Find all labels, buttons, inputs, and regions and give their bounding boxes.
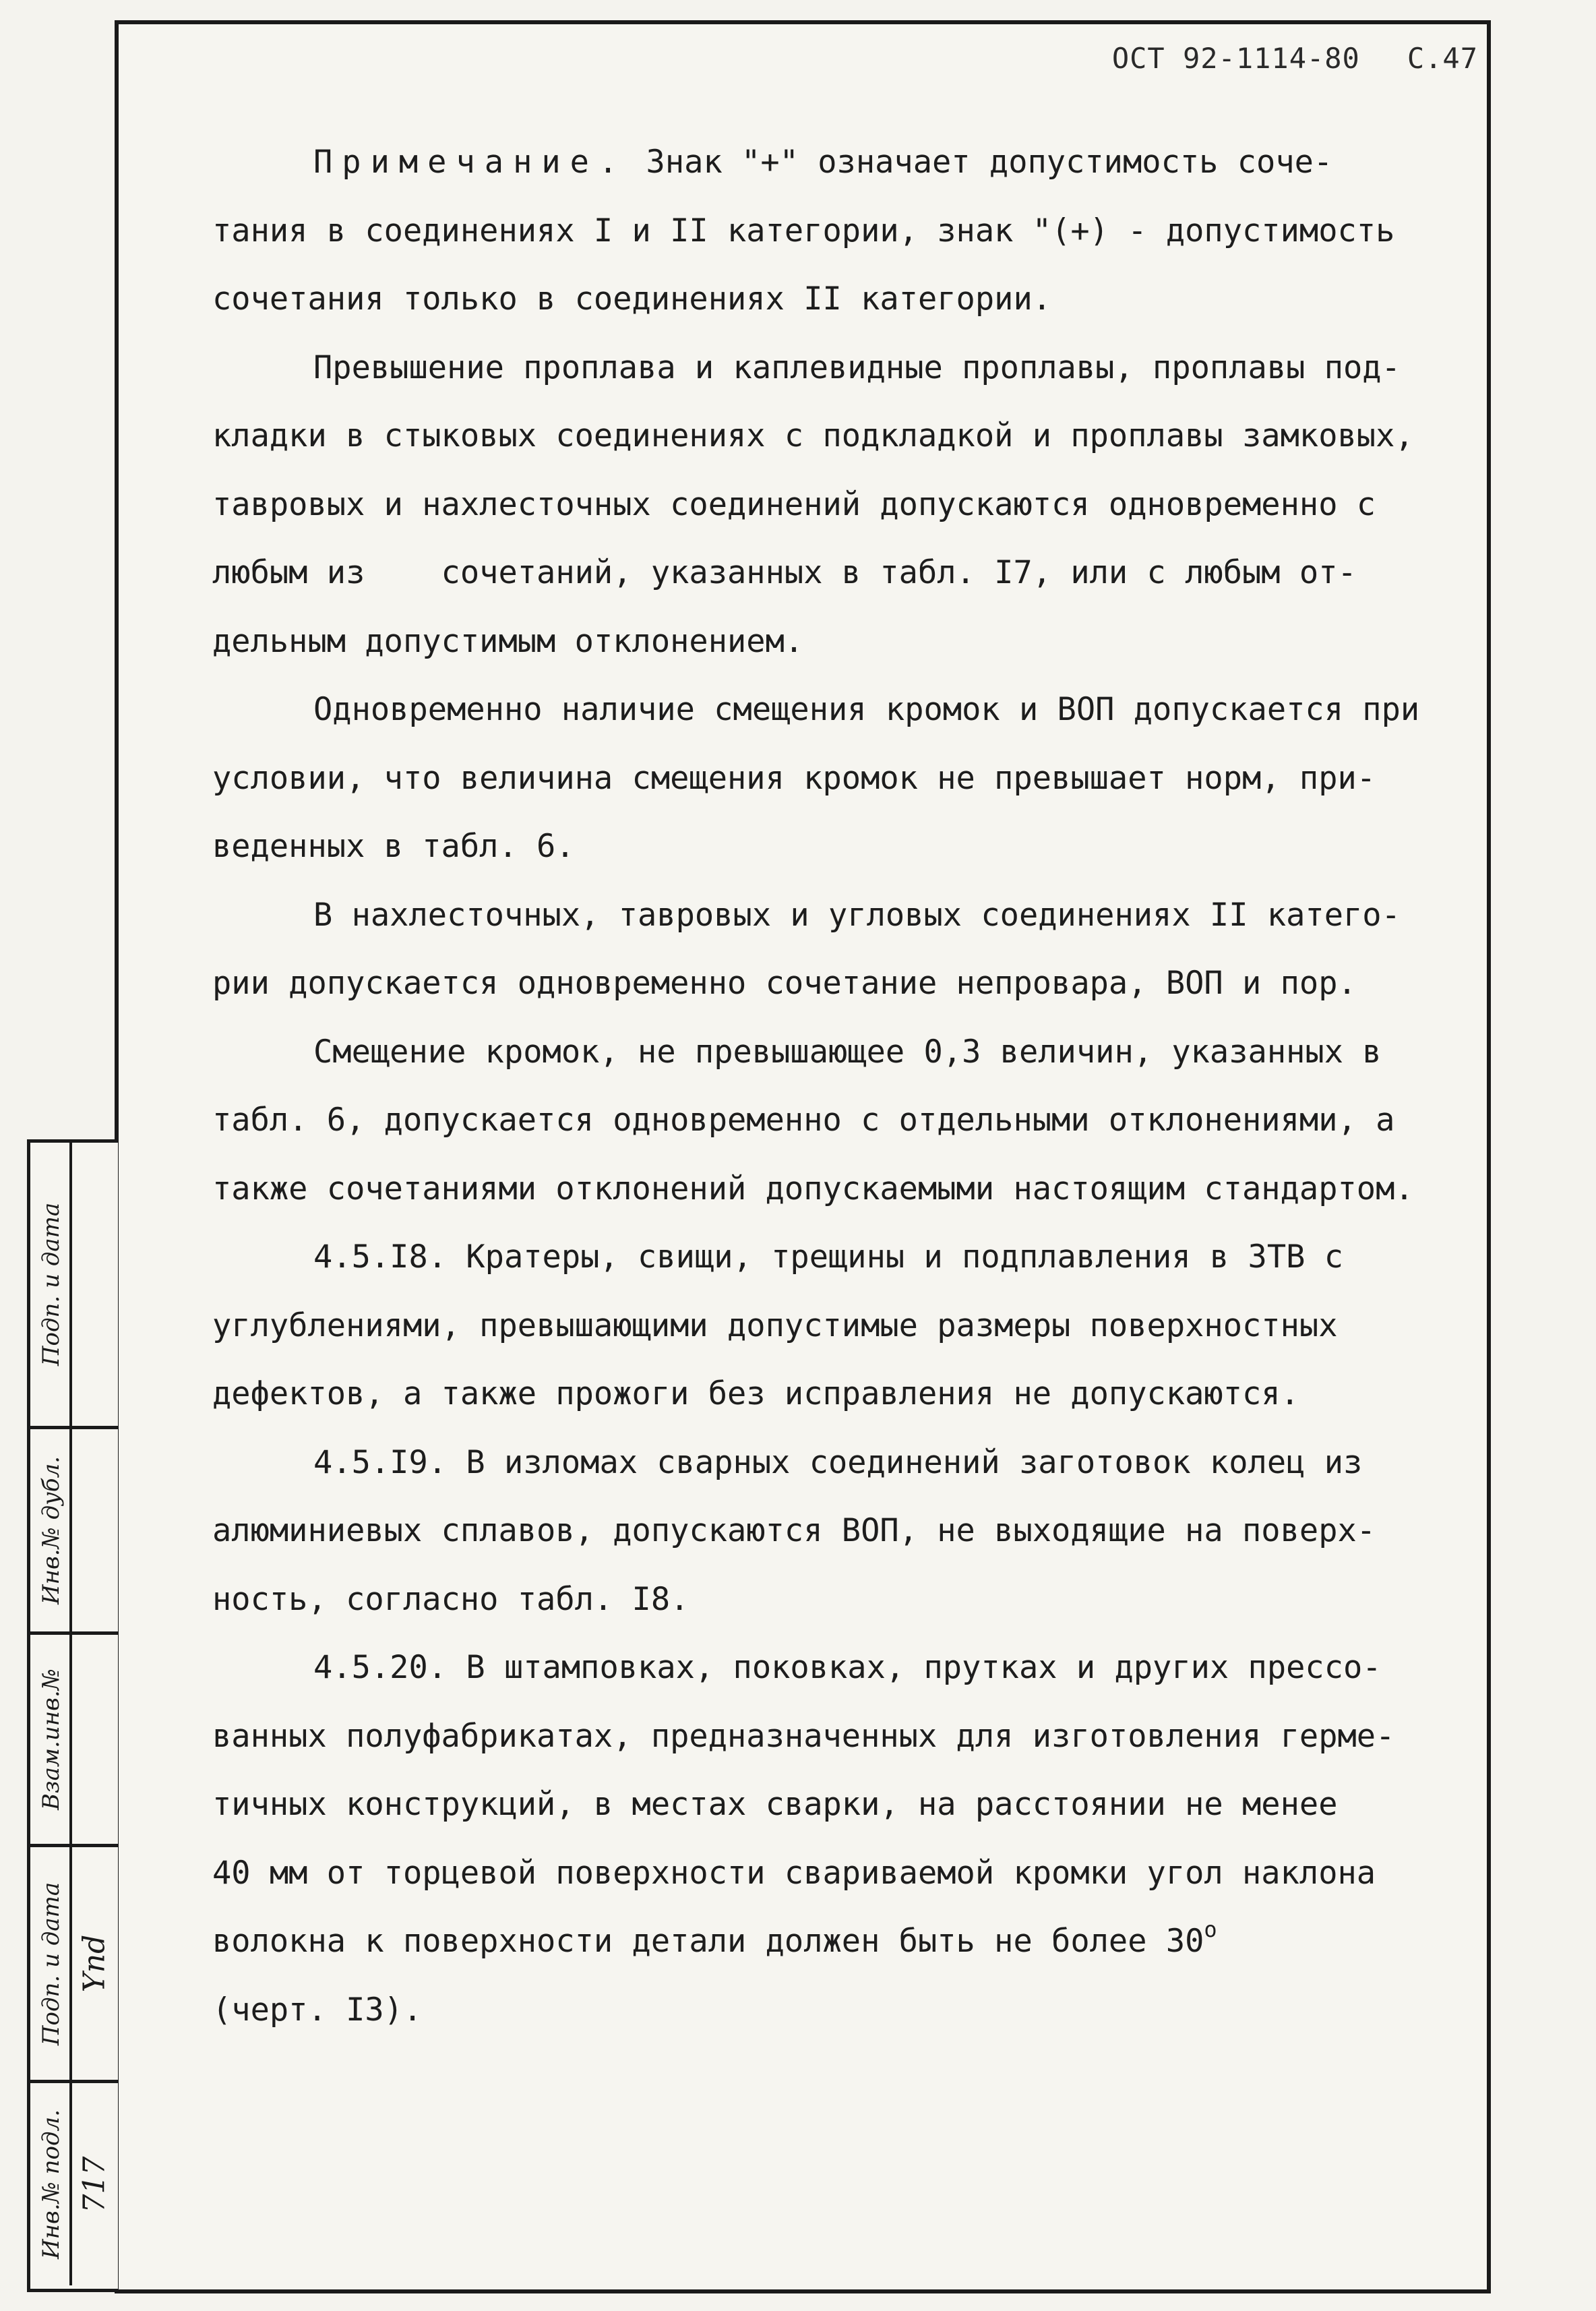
text-line: Одновременно наличие смещения кромок и ВОП допускается при [313, 691, 1420, 728]
text-line: 4.5.I8. Кратеры, свищи, трещины и подплавления в ЗТВ с [313, 1238, 1344, 1275]
text-line: веденных в табл. 6. [212, 828, 575, 865]
text-line: 4.5.I9. В изломах сварных соединений заготовок колец из [313, 1443, 1363, 1481]
text-line: рии допускается одновременно сочетание непровара, ВОП и пор. [212, 965, 1357, 1002]
text-line: также сочетаниями отклонений допускаемыми настоящим стандартом. [212, 1170, 1414, 1207]
text-line: тания в соединениях I и II категории, знак "(+) - допустимость [212, 212, 1395, 249]
text-line: углублениями, превышающими допустимые размеры поверхностных [212, 1307, 1338, 1344]
text-line: любым из сочетаний, указанных в табл. I7, или с любым от- [212, 554, 1357, 591]
text-line: табл. 6, допускается одновременно с отдельными отклонениями, а [212, 1102, 1395, 1139]
handwritten-signature: Ynd [77, 1934, 112, 1993]
text-line: ность, согласно табл. I8. [212, 1580, 689, 1618]
text-line: (черт. I3). [212, 1991, 423, 2029]
page-number: С.47 [1407, 42, 1478, 75]
handwritten-number: 717 [77, 2156, 112, 2213]
text-line: 4.5.20. В штамповках, поковках, прутках и других прессо- [313, 1649, 1382, 1686]
stamp-cell-sign-date-2 [30, 1847, 118, 2083]
page-header [1112, 42, 1478, 75]
stamp-cell-replace-inv [30, 1635, 118, 1847]
text-line: Смещение кромок, не превышающее 0,3 величин, указанных в [313, 1033, 1382, 1071]
stamp-label: Подп. и дата [38, 1882, 65, 2045]
standard-number: ОСТ 92-1114-80 [1111, 42, 1360, 75]
stamp-label: Инв.№ подл. [38, 2109, 65, 2259]
stamp-label: Подп. и дата [38, 1202, 65, 1367]
side-stamp [27, 1139, 118, 2292]
text-line: алюминиевых сплавов, допускаются ВОП, не выходящие на поверх- [212, 1512, 1376, 1549]
stamp-label: Инв.№ дубл. [38, 1455, 65, 1605]
text-line: Превышение проплава и каплевидные проплавы, проплавы под- [313, 349, 1401, 386]
stamp-label: Взам.инв.№ [38, 1669, 65, 1810]
text-line: условии, что величина смещения кромок не превышает норм, при- [212, 759, 1376, 797]
text-line: тичных конструкций, в местах сварки, на расстоянии не менее [212, 1786, 1338, 1823]
text-line: дельным допустимым отклонением. [212, 622, 804, 660]
text-line: 40 мм от торцевой поверхности свариваемой кромки угол наклона [212, 1854, 1376, 1892]
text-line: В нахлесточных, тавровых и угловых соединениях II катего- [313, 896, 1401, 934]
text-line: Примечание. Знак "+" означает допустимость соче- [313, 144, 1333, 181]
text-line: дефектов, а также прожоги без исправления не допускаются. [212, 1375, 1299, 1412]
document-body [212, 128, 1533, 2044]
stamp-cell-dup-inv [30, 1429, 118, 1635]
text-line: волокна к поверхности детали должен быть не более $30^о$ [212, 1917, 1217, 1960]
stamp-cell-orig-inv [30, 2083, 118, 2285]
text-line: кладки в стыковых соединениях с подкладкой и проплавы замковых, [212, 417, 1414, 454]
degree-sign: о [1204, 1917, 1217, 1942]
text-line: тавровых и нахлесточных соединений допускаются одновременно с [212, 485, 1376, 523]
text-line: ванных полуфабрикатах, предназначенных для изготовления герме- [212, 1717, 1395, 1755]
text-line: сочетания только в соединениях II категории. [212, 280, 1052, 318]
note-label: Примечание. [313, 144, 627, 181]
stamp-cell-sign-date-1 [30, 1143, 118, 1429]
